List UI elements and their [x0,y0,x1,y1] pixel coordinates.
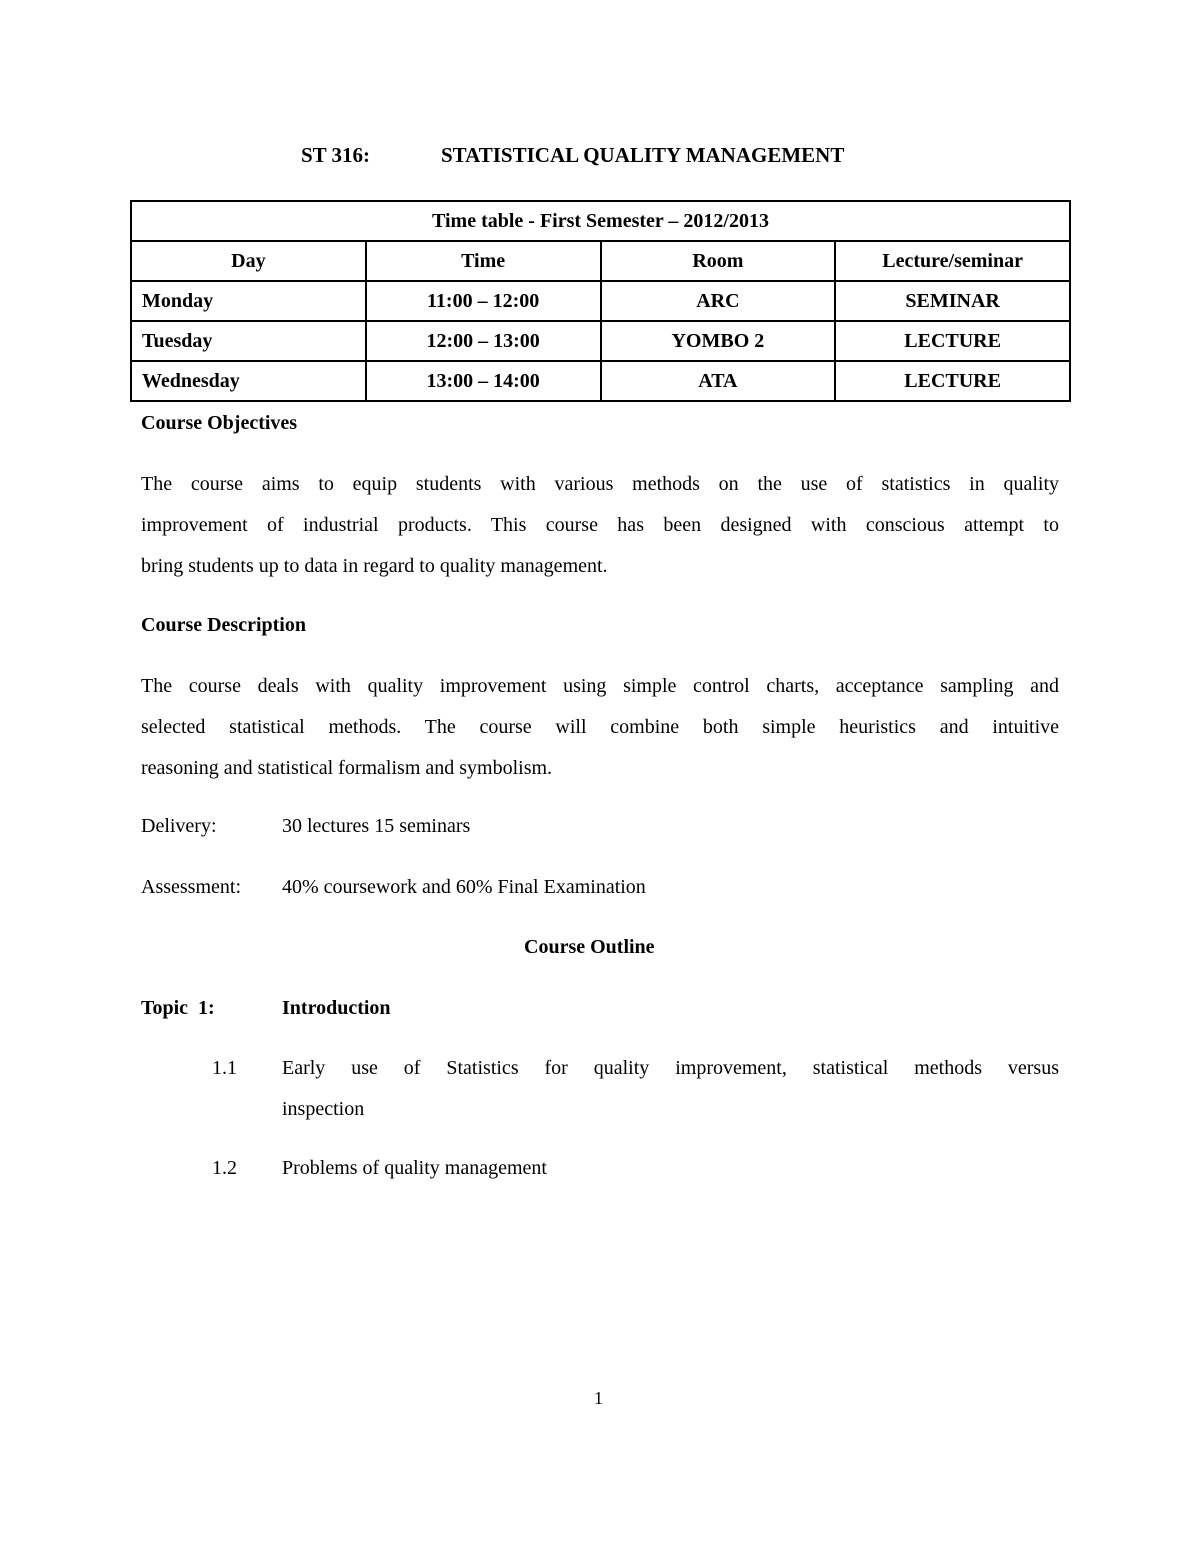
table-row [131,321,1070,361]
outline-item-number: 1.2 [212,1157,237,1179]
description-paragraph [141,666,1059,789]
description-heading: Course Description [141,614,306,636]
timetable-caption-row [131,201,1070,241]
assessment-value: 40% coursework and 60% Final Examination [282,876,646,898]
cell-type: SEMINAR [835,281,1070,321]
paragraph-line: inspection [282,1098,365,1120]
cell-time: 11:00 – 12:00 [366,281,601,321]
page-number: 1 [594,1388,603,1408]
cell-room: YOMBO 2 [601,321,836,361]
assessment-label: Assessment: [141,876,241,898]
topic-title: Introduction [282,997,391,1019]
timetable-header-row [131,241,1070,281]
objectives-paragraph [141,464,1059,587]
timetable-caption: Time table - First Semester – 2012/2013 [131,201,1070,241]
cell-day: Monday [131,281,366,321]
paragraph-line: bring students up to data in regard to quality management. [141,555,608,577]
cell-type: LECTURE [835,321,1070,361]
course-title: STATISTICAL QUALITY MANAGEMENT [441,143,845,167]
delivery-value: 30 lectures 15 seminars [282,815,471,837]
cell-time: 12:00 – 13:00 [366,321,601,361]
cell-day: Wednesday [131,361,366,401]
objectives-heading: Course Objectives [141,412,298,434]
paragraph-line: The course aims to equip students with various methods on the use of statistics in quality [141,473,1059,495]
table-row [131,281,1070,321]
cell-room: ARC [601,281,836,321]
delivery-label: Delivery: [141,815,217,837]
cell-room: ATA [601,361,836,401]
table-row [131,361,1070,401]
cell-type: LECTURE [835,361,1070,401]
cell-day: Tuesday [131,321,366,361]
column-header-room: Room [601,241,836,281]
paragraph-line: selected statistical methods. The course will combine both simple heuristics and intuitive [141,716,1059,738]
outline-item-text [282,1048,1059,1130]
topic-label: Topic 1: [141,997,215,1019]
course-code: ST 316: [301,143,371,167]
outline-item-number: 1.1 [212,1057,237,1079]
paragraph-line: improvement of industrial products. This course has been designed with conscious attempt to [141,514,1059,536]
timetable [130,200,1071,402]
paragraph-line: reasoning and statistical formalism and symbolism. [141,757,553,779]
paragraph-line: The course deals with quality improvement using simple control charts, acceptance sampling and [141,675,1059,697]
column-header-time: Time [366,241,601,281]
outline-heading: Course Outline [524,936,655,958]
paragraph-line: Early use of Statistics for quality improvement, statistical methods versus [282,1057,1059,1079]
cell-time: 13:00 – 14:00 [366,361,601,401]
column-header-day: Day [131,241,366,281]
outline-item-text: Problems of quality management [282,1157,547,1179]
column-header-type: Lecture/seminar [835,241,1070,281]
